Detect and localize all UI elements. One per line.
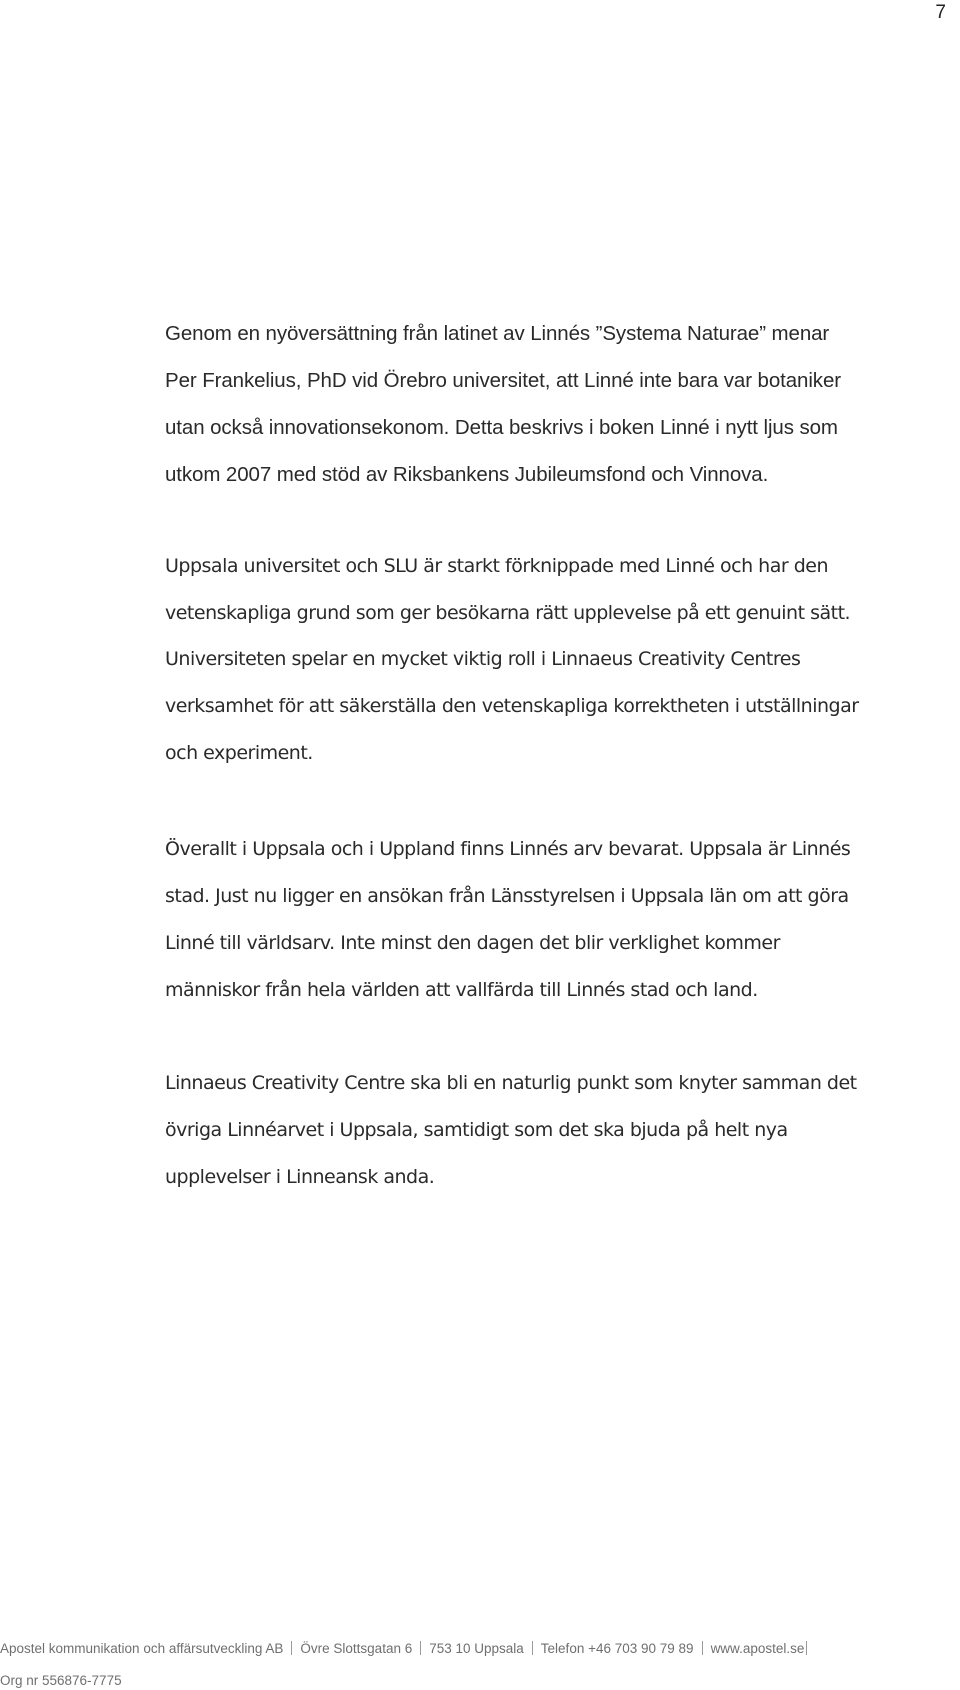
paragraph-uppsala-slu	[165, 543, 850, 637]
paragraph-line: övriga Linnéarvet i Uppsala, samtidigt som det ska bjuda på helt nya	[165, 1119, 788, 1141]
footer-separator	[420, 1641, 421, 1655]
paragraph-line: Universiteten spelar en mycket viktig roll i Linnaeus Creativity Centres	[165, 648, 801, 670]
paragraph-creativity-centre	[165, 1060, 857, 1201]
footer-separator	[532, 1641, 533, 1655]
paragraph-line: upplevelser i Linneansk anda.	[165, 1166, 435, 1188]
footer-separator	[702, 1641, 703, 1655]
paragraph-line: utan också innovationsekonom. Detta beskrivs i boken Linné i nytt ljus som	[165, 416, 838, 439]
footer-postal: 753 10 Uppsala	[429, 1640, 524, 1656]
paragraph-line: Linné till världsarv. Inte minst den dagen det blir verklighet kommer	[165, 932, 780, 954]
footer-phone: Telefon +46 703 90 79 89	[540, 1640, 694, 1656]
footer-separator	[291, 1641, 292, 1655]
footer-org-number: Org nr 556876-7775	[0, 1672, 122, 1688]
paragraph-line: människor från hela världen att vallfärda till Linnés stad och land.	[165, 979, 758, 1001]
footer-company: Apostel kommunikation och affärsutveckling AB	[0, 1640, 284, 1656]
footer-website-link[interactable]: www.apostel.se	[710, 1640, 805, 1656]
footer-contact-row	[0, 1638, 960, 1658]
footer-street: Övre Slottsgatan 6	[300, 1640, 413, 1656]
paragraph-line: Per Frankelius, PhD vid Örebro universitet, att Linné inte bara var botaniker	[165, 369, 841, 392]
paragraph-line: Överallt i Uppsala och i Uppland finns Linnés arv bevarat. Uppsala är Linnés	[165, 838, 851, 860]
footer-org-row	[0, 1670, 960, 1690]
paragraph-linne-innovation	[165, 310, 841, 498]
page-number: 7	[935, 2, 946, 23]
paragraph-line: och experiment.	[165, 742, 313, 764]
paragraph-universities-role	[165, 636, 859, 777]
paragraph-line: verksamhet för att säkerställa den vetenskapliga korrektheten i utställningar	[165, 695, 859, 717]
paragraph-line: Linnaeus Creativity Centre ska bli en naturlig punkt som knyter samman det	[165, 1072, 857, 1094]
paragraph-line: Uppsala universitet och SLU är starkt förknippade med Linné och har den	[165, 555, 828, 577]
paragraph-line: Genom en nyöversättning från latinet av Linnés ”Systema Naturae” menar	[165, 322, 830, 345]
paragraph-line: vetenskapliga grund som ger besökarna rätt upplevelse på ett genuint sätt.	[165, 602, 851, 624]
paragraph-linne-heritage	[165, 826, 850, 1014]
paragraph-line: utkom 2007 med stöd av Riksbankens Jubileumsfond och Vinnova.	[165, 463, 769, 486]
paragraph-line: stad. Just nu ligger en ansökan från Länsstyrelsen i Uppsala län om att göra	[165, 885, 849, 907]
page-footer	[0, 1638, 960, 1690]
footer-separator	[806, 1641, 807, 1655]
